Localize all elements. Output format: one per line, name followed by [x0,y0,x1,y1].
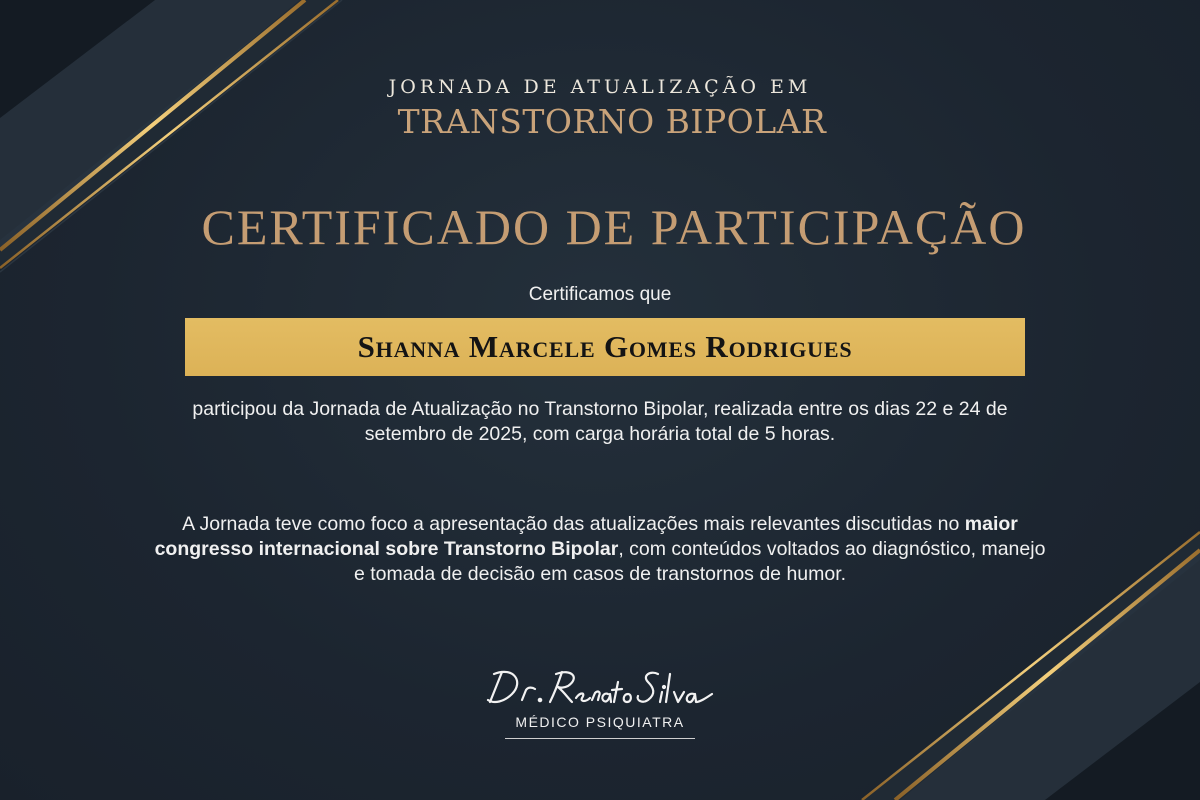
signature-underline [505,738,695,739]
event-title: TRANSTORNO BIPOLAR [397,102,827,141]
focus-paragraph-start: A Jornada teve como foco a apresentação das atualizações mais relevantes discutidas no [182,513,965,535]
recipient-name: Shanna Marcele Gomes Rodrigues [357,329,853,364]
signatory-title: MÉDICO PSIQUIATRA [515,714,685,730]
focus-paragraph [150,512,1050,587]
signature [480,660,720,712]
focus-paragraph-end: , com conteúdos voltados ao diagnóstico, manejo e tomada de decisão em casos de transtornos de humor. [353,538,1046,585]
recipient-name-box [185,318,1025,376]
participation-paragraph: participou da Jornada de Atualização no Transtorno Bipolar, realizada entre os dias 22 e 24 de setembro de 2025, com carga horária total de 5 horas. [192,398,1008,445]
event-subtitle: JORNADA DE ATUALIZAÇÃO EM [388,76,812,98]
focus-paragraph-highlight: maior congresso internacional sobre Transtorno Bipolar [154,513,1018,560]
certificate-title: CERTIFICADO DE PARTICIPAÇÃO [201,199,1027,255]
intro-text: Certificamos que [528,284,672,305]
